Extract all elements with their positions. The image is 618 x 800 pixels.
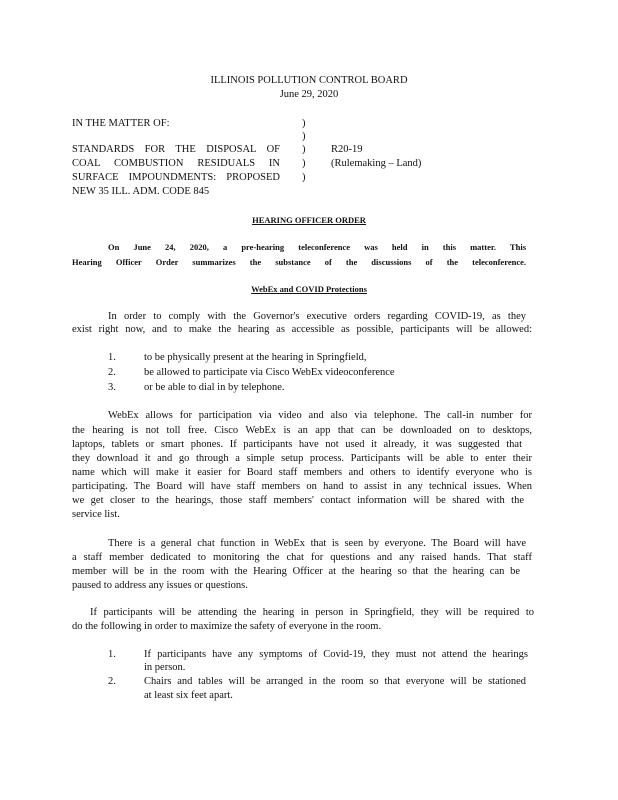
rulemaking-type: (Rulemaking – Land)	[331, 158, 422, 169]
para4-line: If participants will be attending the hearing in person in Springfield, they will be required to	[90, 607, 534, 618]
para3-line: There is a general chat function in WebEx that is seen by everyone. The Board will have	[108, 538, 526, 549]
caption-line-2: COAL COMBUSTION RESIDUALS IN	[72, 158, 280, 169]
list2-text: Chairs and tables will be arranged in the room so that everyone will be stationed	[144, 676, 526, 687]
para4-line: do the following in order to maximize the safety of everyone in the room.	[72, 621, 382, 632]
docket-number: R20-19	[331, 144, 363, 155]
para2-line: WebEx allows for participation via video and also via telephone. The call-in number for	[108, 410, 532, 421]
caption-paren: )	[302, 158, 306, 169]
para1-line: In order to comply with the Governor's executive orders regarding COVID-19, as they	[108, 311, 526, 322]
caption-matter: IN THE MATTER OF:	[72, 118, 170, 129]
order-date: June 29, 2020	[279, 89, 339, 100]
list1-num: 3.	[108, 382, 116, 393]
caption-paren: )	[302, 172, 306, 183]
list2-text: If participants have any symptoms of Covid-19, they must not attend the hearings	[144, 649, 528, 660]
caption-paren: )	[302, 131, 306, 142]
caption-line-1: STANDARDS FOR THE DISPOSAL OF	[72, 144, 280, 155]
caption-line-3: SURFACE IMPOUNDMENTS: PROPOSED	[72, 172, 280, 183]
para2-line: laptops, tablets or smart phones. If participants have not used it already, it was suggested that	[72, 439, 522, 450]
caption-paren: )	[302, 118, 306, 129]
list2-num: 2.	[108, 676, 116, 687]
list2-num: 1.	[108, 649, 116, 660]
para2-line: participating. The Board will have staff members on hand to assist in any technical issues. When	[72, 481, 532, 492]
list2-text: at least six feet apart.	[144, 690, 233, 701]
list1-text: to be physically present at the hearing in Springfield,	[144, 352, 367, 363]
list2-text: in person.	[144, 662, 186, 673]
intro-line-2: Hearing Officer Order summarizes the substance of the discussions of the teleconference.	[72, 257, 526, 267]
para3-line: a staff member dedicated to monitoring the chat for questions and any raised hands. That staff	[72, 552, 532, 563]
list1-num: 1.	[108, 352, 116, 363]
para3-line: paused to address any issues or questions.	[72, 580, 248, 591]
list1-num: 2.	[108, 367, 116, 378]
para2-line: the hearing is not toll free. Cisco WebEx is an app that can be downloaded on to desktops,	[72, 425, 532, 436]
para2-line: they download it and go through a simple setup process. Participants will be able to enter their	[72, 453, 532, 464]
intro-line-1: On June 24, 2020, a pre-hearing teleconference was held in this matter. This	[108, 242, 526, 252]
caption-line-4: NEW 35 ILL. ADM. CODE 845	[72, 186, 210, 197]
para1-line: exist right now, and to make the hearing as accessible as possible, participants will be allowed:	[72, 324, 532, 335]
board-title: ILLINOIS POLLUTION CONTROL BOARD	[210, 75, 408, 86]
para2-line: we get closer to the hearings, those staff members' contact information will be shared with the	[72, 495, 524, 506]
order-heading: HEARING OFFICER ORDER	[252, 215, 366, 225]
list1-text: or be able to dial in by telephone.	[144, 382, 285, 393]
section-heading: WebEx and COVID Protections	[251, 284, 367, 294]
caption-paren: )	[302, 144, 306, 155]
para2-line: service list.	[72, 509, 120, 520]
para3-line: member will be in the room with the Hearing Officer at the hearing so that the hearing can be	[72, 566, 520, 577]
para2-line: name which will make it easier for Board staff members and others to identify everyone who is	[72, 467, 532, 478]
list1-text: be allowed to participate via Cisco WebEx videoconference	[144, 367, 395, 378]
